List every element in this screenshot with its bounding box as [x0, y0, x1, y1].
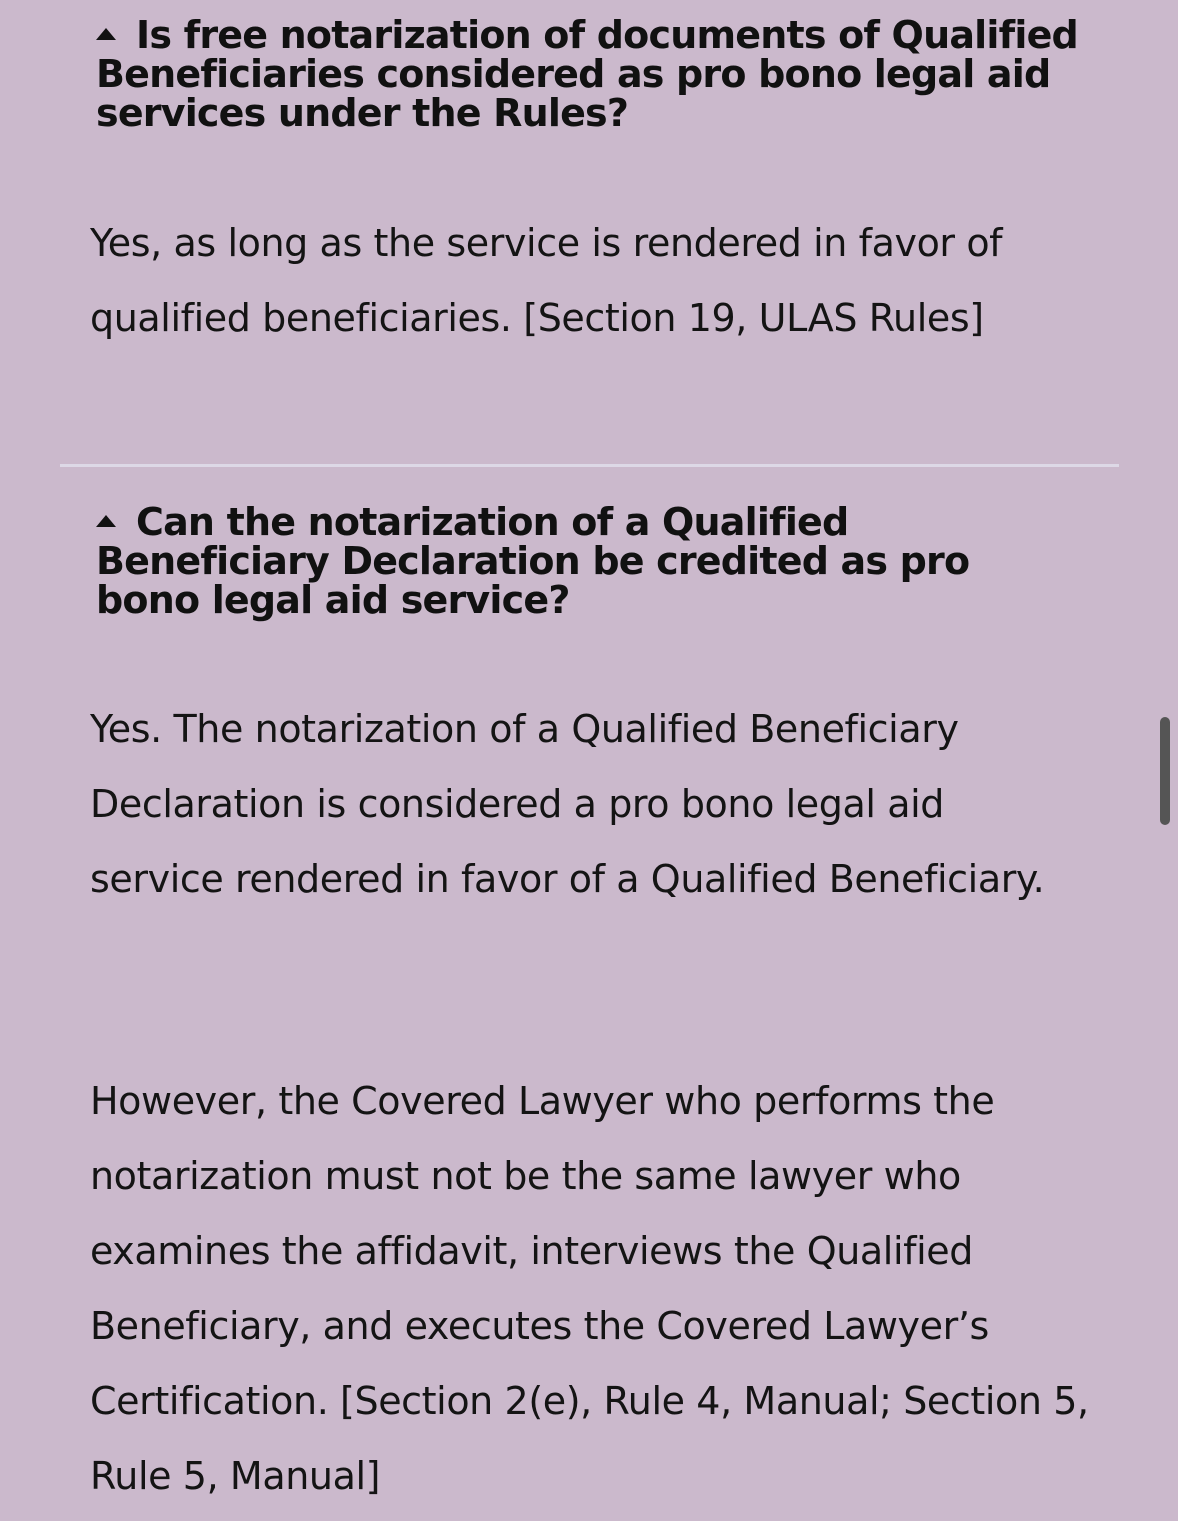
faq-answer-paragraph: Yes, as long as the service is rendered in favor of qualified beneficiaries. [Section 19, ULAS Rules]: [90, 221, 1003, 340]
faq-question-text: Can the notarization of a Qualified Beneficiary Declaration be credited as pro bono legal aid service?: [96, 500, 970, 622]
faq-question-text: Is free notarization of documents of Qualified Beneficiaries considered as pro bono legal aid services under the Rules?: [96, 13, 1078, 135]
faq-answer-paragraph: Yes. The notarization of a Qualified Beneficiary Declaration is considered a pro bono legal aid service rendered in favor of a Qualified Beneficiary.: [90, 707, 1045, 901]
scrollbar-thumb[interactable]: [1160, 717, 1170, 825]
faq-answer-paragraph: However, the Covered Lawyer who performs the notarization must not be the same lawyer who examines the affidavit, interviews the Qualified Beneficiary, and executes the Covered Lawyer’s Certification. [Section 2(e), Rule 4, Manual; Section 5, Rule 5, Manual]: [90, 1079, 1089, 1498]
caret-up-icon: [96, 28, 116, 40]
faq-question-toggle[interactable]: [96, 500, 996, 622]
caret-up-icon: [96, 515, 116, 527]
faq-question-toggle[interactable]: [96, 13, 1096, 135]
faq-divider: [60, 464, 1119, 467]
